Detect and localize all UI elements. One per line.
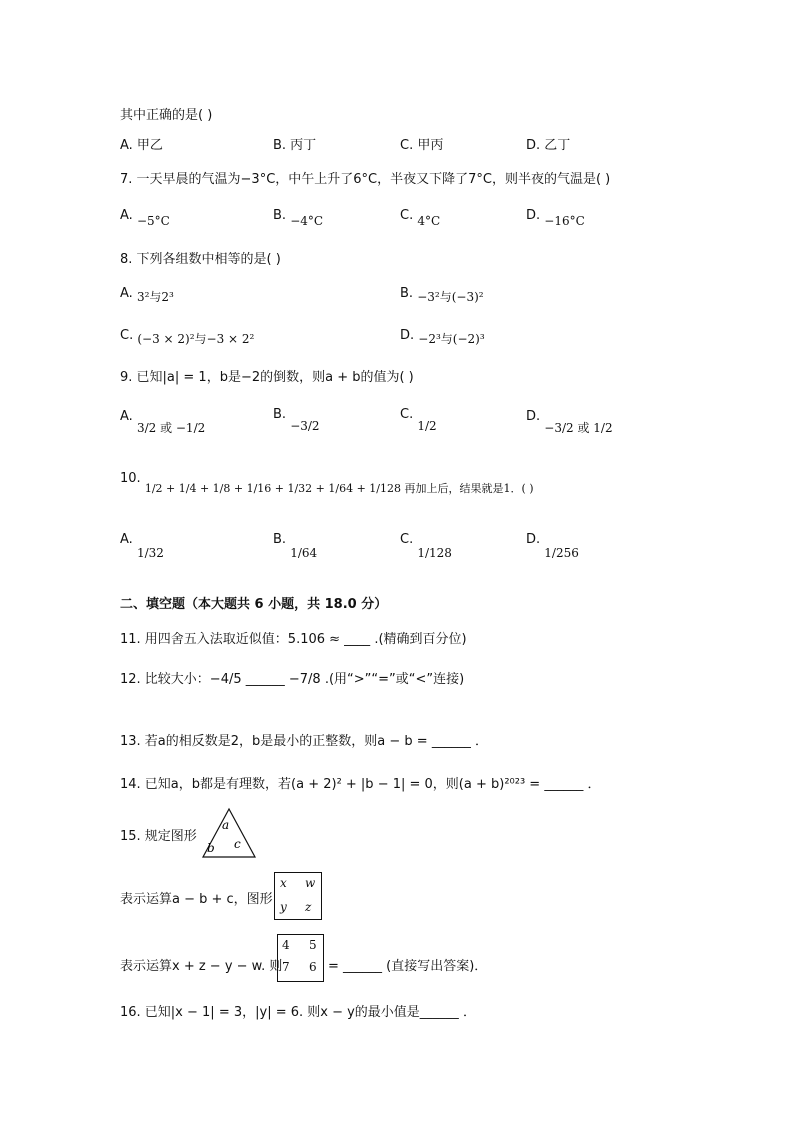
q7-option-a <box>120 208 170 228</box>
triangle-label-a: a <box>222 818 230 832</box>
q9-stem: 9. 已知|a| = 1，b是−2的倒数，则a + b的值为( ) <box>120 370 414 385</box>
q9-option-d <box>526 407 613 435</box>
q8-value-a: 3²与2³ <box>136 290 174 304</box>
q8-value-b: −3²与(−3)² <box>417 290 484 304</box>
q7-value-c: 4°C <box>417 214 441 228</box>
q10-option-a <box>120 532 164 560</box>
q15-number-square <box>277 934 324 982</box>
q9-option-a <box>120 407 206 435</box>
q7-option-d <box>526 208 585 228</box>
q10-value-b: 1/64 <box>290 546 318 560</box>
q6-stem: 其中正确的是( ) <box>120 108 213 123</box>
square-label-z: z <box>305 900 312 914</box>
q8-option-c <box>120 326 255 346</box>
q10-letter-b: B. <box>273 532 287 547</box>
q7-option-c <box>400 208 441 228</box>
q6-option-b: B. 丙丁 <box>273 138 317 153</box>
q8-letter-a: A. <box>120 286 133 301</box>
q10-option-c <box>400 532 452 560</box>
q8-letter-c: C. <box>120 328 134 343</box>
q10-series: 1/2 + 1/4 + 1/8 + 1/16 + 1/32 + 1/64 + 1/128 再加上后，结果就是1．( ) <box>144 482 534 495</box>
q6-option-a: A. 甲乙 <box>120 138 163 153</box>
q8-value-c: (−3 × 2)²与−3 × 2² <box>137 332 255 346</box>
q15-line3: 表示运算x + z − y − w. 则 <box>120 959 283 974</box>
q14: 14. 已知a，b都是有理数，若(a + 2)² + |b − 1| = 0，则(a + b)²⁰²³ = ______ ． <box>120 777 601 792</box>
q9-letter-d: D. <box>526 409 541 424</box>
q10-value-c: 1/128 <box>417 546 452 560</box>
q15-line1: 15. 规定图形 <box>120 829 197 844</box>
q8-option-d <box>400 326 485 346</box>
square-number-br: 6 <box>309 960 317 974</box>
triangle-label-b: b <box>207 841 215 855</box>
q10-option-b <box>273 532 318 560</box>
q9-letter-c: C. <box>400 407 414 422</box>
q8-stem: 8. 下列各组数中相等的是( ) <box>120 252 281 267</box>
q7-letter-a: A. <box>120 208 133 223</box>
square-label-w: w <box>305 876 316 890</box>
q6-option-c: C. 甲丙 <box>400 138 444 153</box>
q16: 16. 已知|x − 1| = 3，|y| = 6. 则x − y的最小值是______ ． <box>120 1005 476 1020</box>
q10-stem <box>120 470 534 495</box>
q7-letter-b: B. <box>273 208 287 223</box>
q9-value-d: −3/2 或 1/2 <box>544 421 613 435</box>
q9-value-b: −3/2 <box>290 419 320 433</box>
q15-tail: = ______ (直接写出答案)． <box>328 959 488 974</box>
q9-letter-b: B. <box>273 407 287 422</box>
square-label-y: y <box>280 900 287 914</box>
q9-value-c: 1/2 <box>417 419 437 433</box>
q8-letter-b: B. <box>400 286 414 301</box>
q7-value-a: −5°C <box>136 214 170 228</box>
q8-value-d: −2³与(−2)³ <box>418 332 485 346</box>
q12: 12. 比较大小：−4/5 ______ −7/8 .(用“>”“=”或“<”连接) <box>120 672 465 687</box>
q7-letter-c: C. <box>400 208 414 223</box>
q15-line2: 表示运算a − b + c，图形 <box>120 892 273 907</box>
q10-number: 10. <box>120 471 141 486</box>
q7-letter-d: D. <box>526 208 541 223</box>
square-number-tr: 5 <box>309 938 317 952</box>
q7-value-b: −4°C <box>290 214 324 228</box>
square-number-tl: 4 <box>282 938 290 952</box>
q9-option-b <box>273 407 320 433</box>
q10-letter-a: A. <box>120 532 133 547</box>
q10-value-a: 1/32 <box>136 546 164 560</box>
q8-option-a <box>120 284 174 304</box>
triangle-label-c: c <box>234 837 241 851</box>
q9-value-a: 3/2 或 −1/2 <box>136 421 206 435</box>
q6-option-d: D. 乙丁 <box>526 138 571 153</box>
q11: 11. 用四舍五入法取近似值：5.106 ≈ ____ .(精确到百分位) <box>120 632 467 647</box>
square-number-bl: 7 <box>282 960 290 974</box>
q10-option-d <box>526 532 579 560</box>
q15-letter-square <box>274 872 322 920</box>
q7-option-b <box>273 208 324 228</box>
q15-triangle <box>200 806 258 860</box>
q7-stem: 7. 一天早晨的气温为−3°C，中午上升了6°C，半夜又下降了7°C，则半夜的气温是( ) <box>120 172 611 187</box>
q13: 13. 若a的相反数是2，b是最小的正整数，则a − b = ______ ． <box>120 734 488 749</box>
q9-letter-a: A. <box>120 409 133 424</box>
q10-value-d: 1/256 <box>544 546 579 560</box>
q10-letter-d: D. <box>526 532 541 547</box>
q10-letter-c: C. <box>400 532 414 547</box>
square-label-x: x <box>280 876 287 890</box>
q8-option-b <box>400 284 484 304</box>
q8-letter-d: D. <box>400 328 415 343</box>
q9-option-c <box>400 407 437 433</box>
q7-value-d: −16°C <box>544 214 585 228</box>
section-2-title: 二、填空题（本大题共 6 小题，共 18.0 分） <box>120 597 388 612</box>
